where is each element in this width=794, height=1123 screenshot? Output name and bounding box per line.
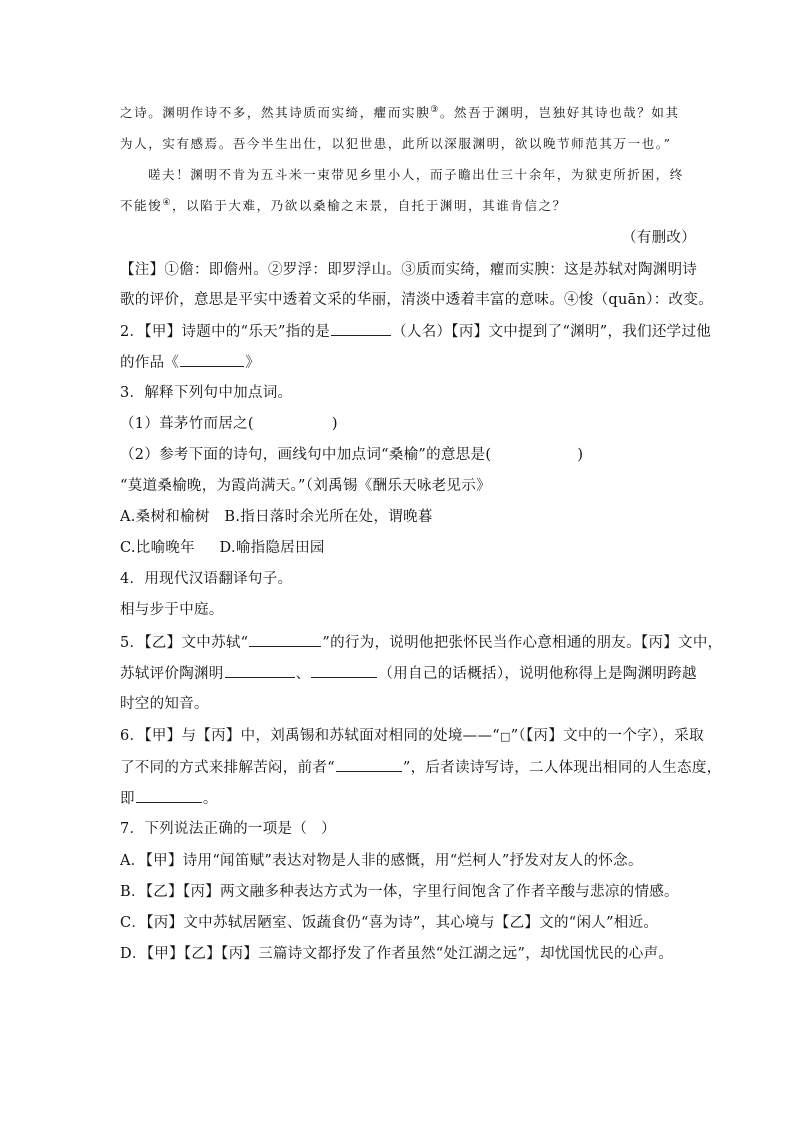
answer-blank[interactable] bbox=[180, 352, 244, 367]
question-7-option-c[interactable]: C．【丙】文中苏轼居陋室、饭蔬食仍“喜为诗”，其心境与【乙】文的“闲人”相近。 bbox=[120, 915, 659, 931]
question-text: 即 bbox=[120, 791, 135, 807]
question-3-title: 3．解释下列句中加点词。 bbox=[120, 385, 293, 401]
question-text: 苏轼评价陶渊明 bbox=[120, 666, 224, 682]
option-b[interactable]: B.指日落时余光所在处，谓晚暮 bbox=[224, 509, 433, 525]
question-4-sentence: 相与步于中庭。 bbox=[120, 602, 224, 618]
question-5-line-2 bbox=[120, 663, 697, 684]
passage-text: 之诗。渊明作诗不多，然其诗质而实绮，癯而实腴 bbox=[120, 105, 431, 120]
question-text: （2）参考下面的诗句，画线句中加点词“桑榆”的意思是( bbox=[120, 447, 492, 463]
question-2-line-1 bbox=[120, 321, 711, 342]
question-text: 的作品《 bbox=[120, 355, 180, 371]
question-text: ） bbox=[321, 821, 336, 837]
question-text: 了不同的方式来排解苦闷，前者“ bbox=[120, 760, 335, 776]
missing-glyph: □ bbox=[500, 730, 511, 743]
question-text: ”的行为，说明他把张怀民当作心意相通的朋友。【丙】文中， bbox=[322, 635, 723, 651]
source-note: （有删改） bbox=[622, 230, 696, 246]
answer-blank[interactable] bbox=[331, 321, 391, 336]
question-5-line-1 bbox=[120, 632, 722, 653]
question-4-title: 4．用现代汉语翻译句子。 bbox=[120, 571, 293, 587]
notes-line-1: 【注】①儋：即儋州。②罗浮：即罗浮山。③质而实绮，癯而实腴：这是苏轼对陶渊明诗 bbox=[120, 262, 698, 278]
answer-blank[interactable] bbox=[336, 757, 402, 772]
notes-line-2: 歌的评价，意思是平实中透着文采的华丽，清淡中透着丰富的意味。④悛（quān）：改变。 bbox=[120, 292, 713, 308]
option-a[interactable]: A.桑树和榆树 bbox=[120, 509, 210, 525]
question-text: 》 bbox=[245, 355, 261, 371]
question-7-option-a[interactable]: A．【甲】诗用“闻笛赋”表达对物是人非的感慨，用“烂柯人”抒发对友人的怀念。 bbox=[120, 853, 643, 869]
passage-line-3: 嗟夫！渊明不肯为五斗米一束带见乡里小人，而子瞻出仕三十余年，为狱吏所折困，终 bbox=[148, 167, 684, 182]
question-3-item-1 bbox=[120, 414, 338, 434]
question-text: ) bbox=[577, 447, 584, 463]
passage-text: 不能悛 bbox=[120, 198, 163, 213]
question-text: （用自己的话概括），说明他称得上是陶渊明跨越 bbox=[378, 666, 697, 682]
question-text: ) bbox=[331, 416, 338, 432]
question-text: （人名）【丙】文中提到了“渊明”，我们还学过他 bbox=[392, 324, 712, 340]
question-3-options-ab bbox=[120, 507, 433, 527]
question-7-option-b[interactable]: B．【乙】【丙】两文融多种表达方式为一体，字里行间饱含了作者辛酸与悲凉的情感。 bbox=[120, 884, 679, 900]
question-text: 7．下列说法正确的一项是（ bbox=[120, 821, 308, 837]
question-6-line-3 bbox=[120, 788, 218, 809]
question-text: 2．【甲】诗题中的“乐天”指的是 bbox=[120, 324, 331, 340]
question-text: 6．【甲】与【丙】中，刘禹锡和苏轼面对相同的处境——“ bbox=[120, 728, 500, 744]
question-text: 、 bbox=[295, 666, 311, 682]
answer-blank[interactable] bbox=[311, 663, 377, 678]
footnote-marker: ④ bbox=[162, 197, 172, 208]
question-3-item-2 bbox=[120, 445, 583, 465]
question-text: ”，后者读诗写诗，二人体现出相同的人生态度， bbox=[402, 760, 722, 776]
question-text: （1）葺茅竹而居之( bbox=[120, 416, 254, 432]
option-d[interactable]: D.喻指隐居田园 bbox=[219, 540, 325, 556]
passage-text: ，以陷于大难，乃欲以桑榆之末景，自托于渊明，其谁肯信之？ bbox=[171, 198, 567, 213]
footnote-marker: ③ bbox=[430, 104, 440, 115]
question-6-line-2 bbox=[120, 757, 721, 778]
question-7-option-d[interactable]: D．【甲】【乙】【丙】三篇诗文都抒发了作者虽然“处江湖之远”，却忧国忧民的心声。 bbox=[120, 946, 674, 962]
passage-line-2: 为人，实有感焉。吾今半生出仕，以犯世患，此所以深服渊明，欲以晚节师范其万一也。” bbox=[120, 136, 672, 151]
question-7-title bbox=[120, 819, 336, 839]
question-text: 。 bbox=[202, 791, 218, 807]
answer-blank[interactable] bbox=[225, 663, 295, 678]
passage-line-1 bbox=[120, 103, 680, 123]
answer-blank[interactable] bbox=[249, 632, 321, 647]
question-6-line-1 bbox=[120, 726, 704, 747]
option-c[interactable]: C.比喻晚年 bbox=[120, 540, 195, 556]
question-5-line-3: 时空的知音。 bbox=[120, 696, 209, 712]
question-2-line-2 bbox=[120, 352, 260, 373]
question-text: 5．【乙】文中苏轼“ bbox=[120, 635, 249, 651]
question-3-poem: “莫道桑榆晚，为霞尚满天。”（刘禹锡《酬乐天咏老见示》 bbox=[120, 478, 491, 494]
question-3-options-cd bbox=[120, 538, 325, 558]
question-text: ”（【丙】文中的一个字），采取 bbox=[510, 728, 704, 744]
answer-blank[interactable] bbox=[136, 788, 202, 803]
passage-text: 。然吾于渊明，岂独好其诗也哉？如其 bbox=[439, 105, 680, 120]
passage-line-4 bbox=[120, 196, 567, 216]
